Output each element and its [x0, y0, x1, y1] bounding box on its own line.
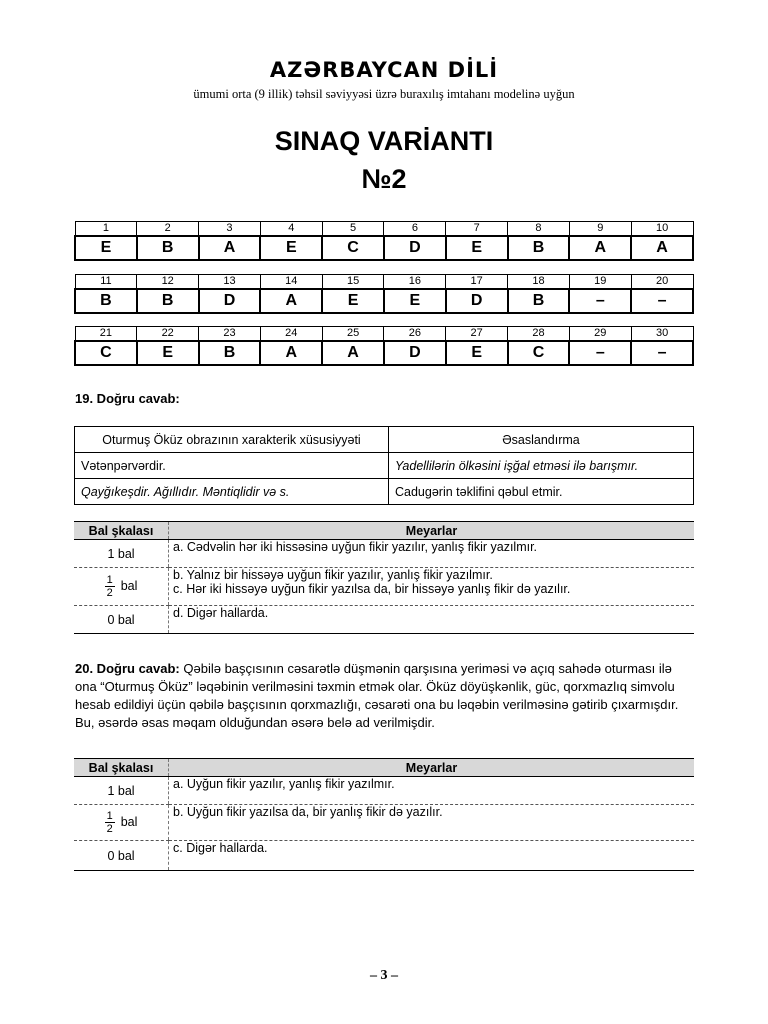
- question-number: 15: [322, 275, 384, 290]
- answer-key-table-1: [74, 221, 694, 261]
- answer-letter: –: [631, 341, 693, 365]
- question-number: 13: [199, 275, 261, 290]
- score-unit: bal: [120, 578, 138, 593]
- fraction-denominator: 2: [106, 823, 113, 835]
- answer-letter: B: [75, 289, 137, 313]
- fraction-numerator: 1: [106, 810, 113, 822]
- question-number: 21: [75, 327, 137, 342]
- question-number: 8: [508, 222, 570, 237]
- question-number: 16: [384, 275, 446, 290]
- criteria-line: c. Digər hallarda.: [173, 841, 268, 855]
- answer-letter: D: [199, 289, 261, 313]
- score-scale-header: Bal şkalası: [74, 522, 169, 540]
- answer-key-table-3: [74, 326, 694, 366]
- score-full: 1 bal: [74, 777, 169, 805]
- q19-trait-2: Qayğıkeşdir. Ağıllıdır. Məntiqlidir və s.: [75, 479, 389, 505]
- question-number: 24: [260, 327, 322, 342]
- q19-col1-header: Oturmuş Öküz obrazının xarakterik xüsusiyyəti: [75, 427, 389, 453]
- answer-letter: E: [446, 341, 508, 365]
- answer-letter: A: [199, 236, 261, 260]
- answer-letter: D: [446, 289, 508, 313]
- answer-letter: A: [260, 289, 322, 313]
- answer-letter: –: [569, 289, 631, 313]
- score-unit: bal: [120, 814, 138, 829]
- criteria-a: [169, 777, 695, 805]
- criteria-line: b. Uyğun fikir yazılsa da, bir yanlış fikir də yazılır.: [173, 805, 443, 819]
- criteria-line: c. Hər iki hissəyə uyğun fikir yazılsa da, bir hissəyə yanlış fikir də yazılır.: [173, 582, 571, 596]
- fraction-denominator: 2: [106, 587, 113, 599]
- answer-key-table-2: [74, 274, 694, 314]
- answer-letter: B: [508, 236, 570, 260]
- question-number: 14: [260, 275, 322, 290]
- page-number: – 3 –: [370, 968, 398, 983]
- answer-letter: A: [569, 236, 631, 260]
- question-number: 25: [322, 327, 384, 342]
- question-number: 4: [260, 222, 322, 237]
- answer-letter: C: [322, 236, 384, 260]
- q19-answer-table: [74, 426, 694, 505]
- criteria-line: a. Cədvəlin hər iki hissəsinə uyğun fikir yazılır, yanlış fikir yazılmır.: [173, 540, 538, 554]
- q20-scoring-table: [74, 758, 694, 871]
- question-number: 20: [631, 275, 693, 290]
- answer-letter: D: [384, 236, 446, 260]
- answer-letter: A: [260, 341, 322, 365]
- answer-letter: E: [137, 341, 199, 365]
- question-number: 12: [137, 275, 199, 290]
- question-number: 7: [446, 222, 508, 237]
- question-number: 11: [75, 275, 137, 290]
- question-number: 3: [199, 222, 261, 237]
- question-number: 28: [508, 327, 570, 342]
- question-number: 30: [631, 327, 693, 342]
- question-number: 9: [569, 222, 631, 237]
- score-full: 1 bal: [74, 540, 169, 568]
- criteria-bc: [169, 568, 695, 606]
- question-number: 17: [446, 275, 508, 290]
- score-half: [74, 805, 169, 841]
- criteria-b: [169, 805, 695, 841]
- question-number: 10: [631, 222, 693, 237]
- q20-answer: [75, 660, 695, 732]
- question-number: 1: [75, 222, 137, 237]
- score-half: [74, 568, 169, 606]
- question-number: 6: [384, 222, 446, 237]
- answer-letter: C: [508, 341, 570, 365]
- q19-reason-1: Yadellilərin ölkəsini işğal etməsi ilə barışmır.: [389, 453, 694, 479]
- fraction-numerator: 1: [106, 574, 113, 586]
- half-fraction: [105, 810, 115, 835]
- answer-letter: C: [75, 341, 137, 365]
- answer-letter: –: [631, 289, 693, 313]
- answer-letter: E: [384, 289, 446, 313]
- variant-heading: SINAQ VARİANTI: [274, 126, 494, 156]
- variant-number: №2: [361, 164, 407, 194]
- q20-heading: 20. Doğru cavab:: [75, 661, 180, 676]
- score-scale-header: Bal şkalası: [74, 759, 169, 777]
- answer-letter: –: [569, 341, 631, 365]
- answer-letter: B: [508, 289, 570, 313]
- criteria-header: Meyarlar: [169, 759, 695, 777]
- q19-reason-2: Cadugərin təklifini qəbul etmir.: [389, 479, 694, 505]
- answer-letter: E: [322, 289, 384, 313]
- question-number: 29: [569, 327, 631, 342]
- document-subtitle: ümumi orta (9 illik) təhsil səviyyəsi üzrə buraxılış imtahanı modelinə uyğun: [193, 87, 575, 101]
- criteria-d: [169, 606, 695, 634]
- q19-heading: 19. Doğru cavab:: [75, 391, 180, 406]
- half-fraction: [105, 574, 115, 599]
- q19-scoring-table: [74, 521, 694, 634]
- criteria-line: d. Digər hallarda.: [173, 606, 269, 620]
- criteria-header: Meyarlar: [169, 522, 695, 540]
- q20-text: Qəbilə başçısının cəsarətlə düşmənin qarşısına yeriməsi və açıq sahədə oturması ilə ona “Oturmuş Öküz” ləqəbinin verilməsini təxmin etmək olar. Öküz döyüşkənlik, güc, qorxmazlıq simvolu hesab edildiyi üçün qəbilə başçısının qorxmazlığı, cəsarəti ona bu ləqəbin verilməsinə gətirib çıxarmışdır. Bu, əsərdə əsas məqam olduğundan əsərə belə ad verilmişdir.: [75, 661, 679, 730]
- answer-letter: D: [384, 341, 446, 365]
- question-number: 2: [137, 222, 199, 237]
- question-number: 5: [322, 222, 384, 237]
- question-number: 26: [384, 327, 446, 342]
- question-number: 22: [137, 327, 199, 342]
- answer-letter: E: [75, 236, 137, 260]
- q19-col2-header: Əsaslandırma: [389, 427, 694, 453]
- criteria-line: b. Yalnız bir hissəyə uyğun fikir yazılır, yanlış fikir yazılmır.: [173, 568, 493, 582]
- answer-letter: A: [322, 341, 384, 365]
- criteria-line: a. Uyğun fikir yazılır, yanlış fikir yazılmır.: [173, 777, 395, 791]
- answer-letter: A: [631, 236, 693, 260]
- score-zero: 0 bal: [74, 841, 169, 871]
- answer-letter: B: [137, 236, 199, 260]
- criteria-c: [169, 841, 695, 871]
- answer-letter: E: [446, 236, 508, 260]
- question-number: 18: [508, 275, 570, 290]
- document-title: AZƏRBAYCAN DİLİ: [269, 58, 499, 82]
- answer-letter: E: [260, 236, 322, 260]
- question-number: 19: [569, 275, 631, 290]
- answer-letter: B: [199, 341, 261, 365]
- question-number: 23: [199, 327, 261, 342]
- question-number: 27: [446, 327, 508, 342]
- q19-trait-1: Vətənpərvərdir.: [75, 453, 389, 479]
- score-zero: 0 bal: [74, 606, 169, 634]
- answer-letter: B: [137, 289, 199, 313]
- criteria-a: [169, 540, 695, 568]
